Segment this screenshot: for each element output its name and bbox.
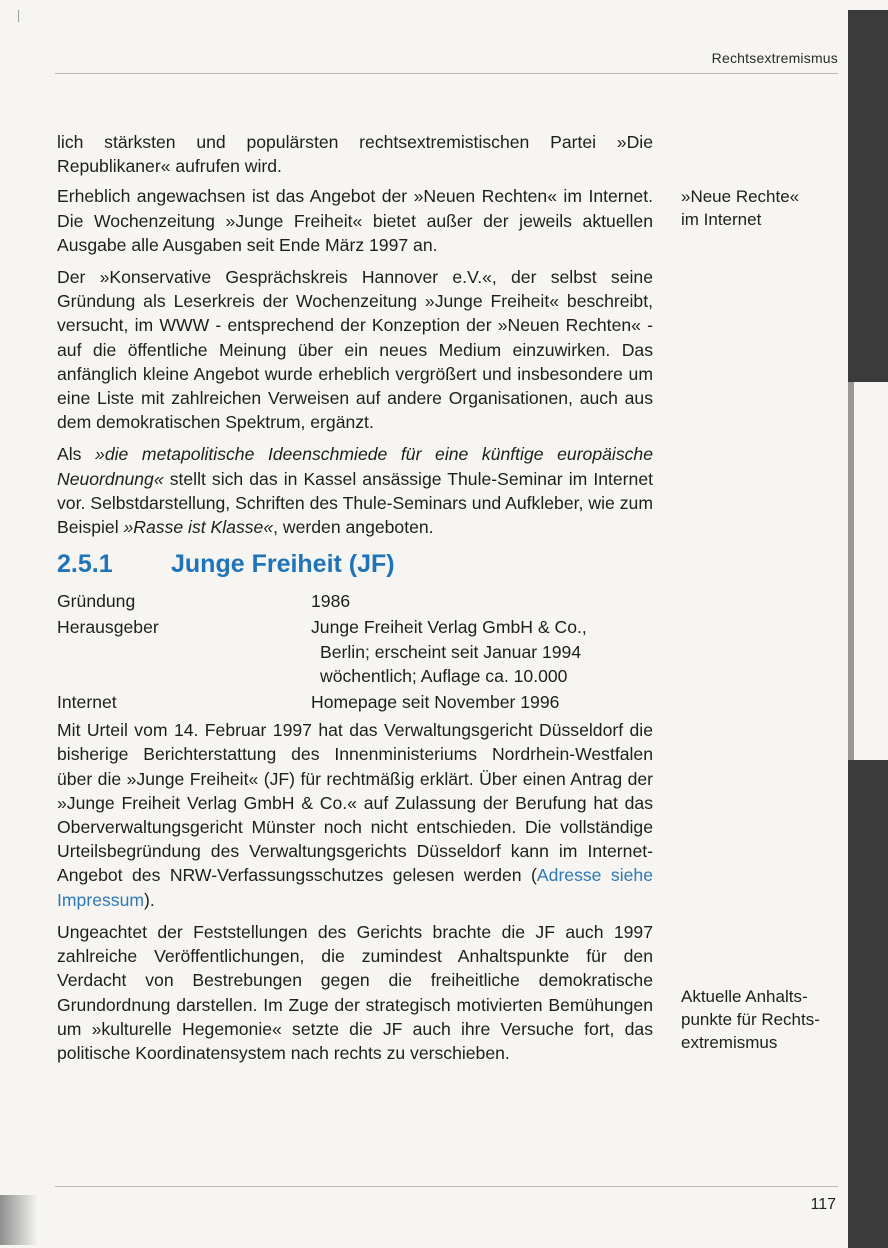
running-header: Rechtsextremismus bbox=[711, 50, 838, 66]
paragraph: lich stärksten und populärsten rechtsextremistischen Partei »Die Republikaner« aufrufen wird. bbox=[57, 132, 653, 177]
fact-label: Internet bbox=[57, 692, 117, 713]
fact-row-founding bbox=[57, 589, 653, 613]
fact-label: Herausgeber bbox=[57, 617, 159, 638]
text-run: ). bbox=[144, 889, 155, 910]
margin-note-line: im Internet bbox=[681, 210, 762, 229]
italic-quote: »Rasse ist Klasse« bbox=[123, 517, 274, 538]
section-heading bbox=[57, 549, 653, 579]
margin-note-line: Aktuelle Anhalts- bbox=[681, 987, 808, 1006]
fact-value-line: wöchentlich; Auflage ca. 10.000 bbox=[320, 665, 568, 686]
italic-quote: »die metapolitische Ideenschmiede für eine künftige europäische Neuordnung« bbox=[57, 444, 653, 489]
page-number: 117 bbox=[810, 1196, 836, 1213]
footer-rule bbox=[55, 1186, 838, 1187]
page-edge-bar bbox=[848, 10, 888, 382]
section-title: Junge Freiheit (JF) bbox=[171, 550, 395, 579]
page-edge-bar bbox=[848, 382, 854, 762]
fact-value-line: Berlin; erscheint seit Januar 1994 bbox=[320, 641, 582, 662]
fact-table bbox=[57, 589, 653, 714]
fact-label: Gründung bbox=[57, 591, 136, 612]
fact-row-publisher bbox=[57, 615, 653, 688]
margin-note-neue-rechte bbox=[681, 185, 846, 231]
margin-note-anhaltspunkte bbox=[681, 985, 846, 1054]
text-run: , werden angeboten. bbox=[273, 517, 434, 538]
impressum-link[interactable]: Adresse siehe Impressum bbox=[57, 865, 653, 910]
binding-shadow bbox=[0, 1195, 38, 1245]
fact-value: Homepage seit November 1996 bbox=[311, 692, 560, 713]
section-number: 2.5.1 bbox=[57, 550, 113, 579]
text-run: Mit Urteil vom 14. Februar 1997 hat das Verwaltungsgericht Düsseldorf die bisherige Berichterstattung des Innenministeriums Nordrhein-Westfalen über die »Junge Freiheit« (JF) für rechtmäßig erklärt. Über einen Antrag der »Junge Freiheit Verlag GmbH & Co.« auf Zulassung der Berufung hat das Oberverwaltungsgericht Münster noch nicht entschieden. Die vollständige Urteilsbegründung des Verwaltungsgerichts Düsseldorf kann im Internet-Angebot des NRW-Verfassungsschutzes gelesen werden ( bbox=[57, 720, 653, 886]
page-edge-bar bbox=[848, 760, 888, 1248]
fact-value bbox=[311, 615, 653, 688]
paragraph: Ungeachtet der Feststellungen des Gerichts brachte die JF auch 1997 zahlreiche Veröffentlichungen, die zumindest Anhaltspunkte für den Verdacht von Bestrebungen gegen die freiheitliche demokratische Grundordnung darstellen. Im Zuge der strategisch motivierten Bemühungen um »kulturelle Hegemonie« setzte die JF auch ihre Versuche fort, das politische Koordinatensystem nach rechts zu verschieben. bbox=[57, 921, 653, 1063]
fact-value: 1986 bbox=[311, 591, 351, 612]
margin-note-line: »Neue Rechte« bbox=[681, 187, 800, 206]
margin-note-line: punkte für Rechts- bbox=[681, 1010, 820, 1029]
paragraph bbox=[57, 718, 653, 912]
text-run: Als bbox=[57, 444, 96, 465]
paragraph: Der »Konservative Gesprächskreis Hannover e.V.«, der selbst seine Gründung als Leserkreis der Wochenzeitung »Junge Freiheit« beschreibt, versucht, im WWW - entsprechend der Konzeption der »Neuen Rechten« - auf die öffentliche Meinung über ein neues Medium einzuwirken. Das anfänglich kleine Angebot wurde erheblich vergrößert und insbesondere um eine Liste mit zahlreichen Verweisen auf andere Organisationen, auch aus dem demokratischen Spektrum, ergänzt. bbox=[57, 267, 653, 433]
margin-note-line: extremismus bbox=[681, 1033, 778, 1052]
paragraph: Erheblich angewachsen ist das Angebot der »Neuen Rechten« im Internet. Die Wochenzeitung »Junge Freiheit« bietet außer der jeweils aktuellen Ausgabe alle Ausgaben seit Ende März 1997 an. bbox=[57, 186, 653, 255]
header-rule bbox=[55, 73, 838, 74]
stray-mark bbox=[18, 10, 19, 22]
fact-value-line: Junge Freiheit Verlag GmbH & Co., bbox=[311, 617, 587, 638]
paragraph bbox=[57, 442, 653, 539]
fact-row-internet bbox=[57, 690, 653, 714]
text-run: stellt sich das in Kassel ansässige Thule-Seminar im Internet vor. Selbstdarstellung, Schriften des Thule-Seminars und Aufkleber, wie zum Beispiel bbox=[57, 468, 653, 538]
main-text-column bbox=[57, 130, 653, 1073]
